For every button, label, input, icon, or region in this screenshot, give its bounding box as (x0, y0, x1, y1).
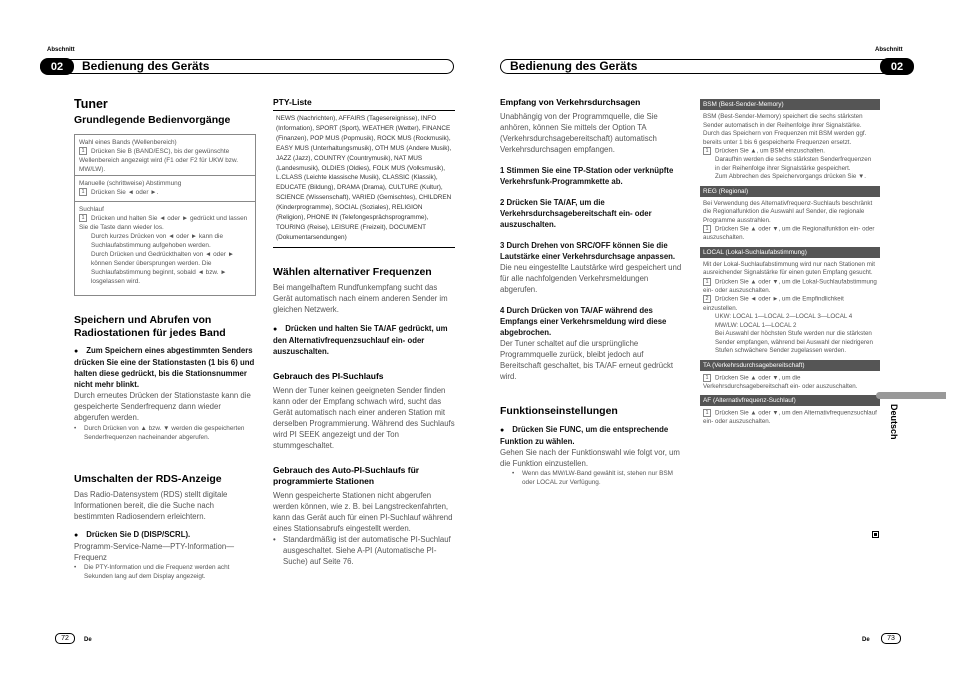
pi-seek-section (273, 371, 455, 451)
language-tab (876, 392, 946, 399)
function-table (700, 99, 880, 431)
step-number: 1 (79, 214, 87, 222)
function-settings-heading: Funktionseinstellungen (500, 405, 618, 417)
rds-sequence: Programm-Service-Name—PTY-Information—Frequenz (74, 542, 235, 562)
tuner-heading: Tuner (74, 97, 108, 111)
manual-tuning-text: Drücken Sie ◄ oder ►. (91, 189, 159, 196)
pty-heading: PTY-Liste (273, 97, 312, 107)
pi-seek-heading: Gebrauch des PI-Suchlaufs (273, 371, 384, 381)
traffic-body: Unabhängig von der Programmquelle, die Sie anhören, können Sie mittels der Option TA (Verkehrsdurchsagebereitschaft) automatisch Verkehrsdurchsagen empfangen. (500, 112, 658, 154)
traffic-step-3: 3 Durch Drehen von SRC/OFF können Sie die Lautstärke einer Verkehrsdurchsage anpassen. (500, 241, 676, 261)
pty-list-text: NEWS (Nachrichten), AFFAIRS (Tagesereignisse), INFO (Information), SPORT (Sport), WEATHER (Wetter), FINANCE (Finanzen), POP MUS (Popmusik), ROCK MUS (Rockmusik), EASY MUS (Unterhaltungsmusik), OTH MUS (Andere Musik), JAZZ (Jazz), COUNTRY (Countrymusik), NAT MUS (Landesmusik), OLDIES (Oldies), FOLK MUS (Volksmusik), L.CLASS (Leichte klassische Musik), CLASSIC (Klassik), EDUCATE (Bildung), DRAMA (Drama), CULTURE (Kultur), SCIENCE (Wissenschaft), VARIED (Gemischtes), CHILDREN (Kinderprogramme), SOCIAL (Soziales), RELIGION (Religion), PHONE IN (Telefongesprächsprogramme), TOURING (Reise), LEISURE (Freizeit), DOCUMENT (Dokumentarsendungen) (276, 115, 452, 241)
seek-text-1: Drücken und halten Sie ◄ oder ► gedrückt und lassen Sie die Taste dann wieder los. (79, 215, 248, 231)
local-desc: Mit der Lokal-Suchlaufabstimmung wird nur nach Stationen mit ausreichender Signalstärke für einen guten Empfang gesucht. (703, 260, 875, 277)
traffic-step-1: 1 Stimmen Sie eine TP-Station oder verknüpfte Verkehrsfunk-Programmkette ab. (500, 166, 674, 186)
reg-header: REG (Regional) (700, 186, 880, 197)
bsm-step-2: Daraufhin werden die sechs stärksten Senderfrequenzen in der Reihenfolge ihrer Signalstärke gespeichert. (715, 156, 872, 172)
language-code-right: De (862, 637, 870, 643)
rds-body: Das Radio-Datensystem (RDS) stellt digitale Informationen bereit, die die Suche nach bestimmten Radiosendern erleichtern. (74, 490, 228, 521)
auto-pi-note: • Standardmäßig ist der automatische PI-Suchlauf ausgeschaltet. Siehe A-PI (Automatische PI-Suche) auf Seite 76. (273, 534, 455, 567)
af-header: AF (Alternativfrequenz-Suchlauf) (700, 395, 880, 406)
section-label-right: Abschnitt (875, 47, 903, 53)
function-body: Gehen Sie nach der Funktionswahl wie folgt vor, um die Funktion einzustellen. (500, 448, 680, 468)
step-number: 1 (703, 225, 711, 233)
ta-header: TA (Verkehrsdurchsagebereitschaft) (700, 360, 880, 371)
function-instruction: ● Drücken Sie FUNC, um die entsprechende Funktion zu wählen. (500, 424, 682, 447)
local-step-2: Drücken Sie ◄ oder ►, um die Empfindlichkeit einzustellen. (703, 296, 844, 312)
seek-text-2: Durch kurzes Drücken von ◄ oder ► kann die Suchlaufabstimmung aufgehoben werden. (91, 233, 224, 249)
local-ukw: UKW: LOCAL 1—LOCAL 2—LOCAL 3—LOCAL 4 (715, 313, 853, 321)
section-label-left: Abschnitt (47, 47, 75, 53)
bsm-body (700, 110, 880, 186)
grundlegende-heading: Grundlegende Bedienvorgänge (74, 114, 231, 126)
rds-note: • Die PTY-Information und die Frequenz werden acht Sekunden lang auf dem Display angezeigt. (74, 563, 256, 581)
preset-section (74, 314, 256, 442)
preset-body: Durch erneutes Drücken der Stationstaste kann die gespeicherte Senderfrequenz dann wieder abgerufen werden. (74, 391, 251, 422)
local-mw: MW/LW: LOCAL 1—LOCAL 2 (715, 321, 797, 329)
rds-section (74, 473, 256, 581)
step-number: 1 (79, 188, 87, 196)
step-number: 2 (703, 295, 711, 303)
alt-freq-heading: Wählen alternativer Frequenzen (273, 266, 432, 278)
divider (273, 247, 455, 248)
af-body (700, 406, 880, 431)
auto-pi-body: Wenn gespeicherte Stationen nicht abgerufen werden können, wie z. B. bei Langstreckenfahrten, kann das Gerät auch für einen PI-Suchlauf während eines Stationsabrufs eingestellt werden. (273, 491, 453, 533)
page-number-left: 72 (55, 633, 75, 644)
preset-instruction: ● Zum Speichern eines abgestimmten Senders drücken Sie eine der Stationstasten (1 bis 6) und halten diese gedrückt, bis die Stationsnummer nicht mehr blinkt. (74, 345, 256, 390)
band-select-title: Wahl eines Bands (Wellenbereich) (79, 139, 177, 146)
divider (273, 110, 455, 111)
basic-operations-box (74, 134, 256, 296)
bsm-step-3: Zum Abbrechen des Speichervorgangs drücken Sie ▼. (715, 173, 866, 181)
ta-step: Drücken Sie ▲ oder ▼, um die Verkehrsdurchsagebereitschaft ein- oder auszuschalten. (703, 374, 858, 390)
step-number: 1 (703, 278, 711, 286)
function-settings-section (500, 405, 682, 487)
step-number: 1 (703, 374, 711, 382)
rds-heading: Umschalten der RDS-Anzeige (74, 473, 222, 485)
bsm-header: BSM (Best-Sender-Memory) (700, 99, 880, 110)
manual-tuning-title: Manuelle (schrittweise) Abstimmung (79, 180, 182, 187)
page-number-right: 73 (881, 633, 901, 644)
chapter-badge-left: 02 (40, 58, 74, 75)
bsm-desc-1: BSM (Best-Sender-Memory) speichert die sechs stärksten Sender automatisch in der Reihenfolge ihrer Signalstärke. (703, 113, 863, 129)
language-tab-label: Deutsch (889, 404, 899, 440)
bsm-step: Drücken Sie ▲, um BSM einzuschalten. (715, 147, 825, 155)
step-number: 1 (79, 147, 87, 155)
traffic-step-3-body: Die neu eingestellte Lautstärke wird gespeichert und für alle nachfolgenden Verkehrsmeldungen abgerufen. (500, 263, 682, 294)
preset-note: • Durch Drücken von ▲ bzw. ▼ werden die gespeicherten Senderfrequenzen nacheinander abgerufen. (74, 424, 256, 442)
function-note: • Wenn das MW/LW-Band gewählt ist, stehen nur BSM oder LOCAL zur Verfügung. (512, 469, 682, 487)
local-note: Bei Auswahl der höchsten Stufe werden nur die stärksten Sender empfangen, während bei Auswahl der niedrigeren Stufen schwächere Sender zugelassen werden. (715, 330, 873, 355)
band-select-text: Drücken Sie B (BAND/ESC), bis der gewünschte Wellenbereich angezeigt wird (F1 oder F2 für UKW bzw. MW/LW). (79, 148, 239, 173)
rds-instruction: ● Drücken Sie D (DISP/SCRL). (74, 529, 256, 541)
seek-text-3: Durch Drücken und Gedrückthalten von ◄ oder ► können Sender übersprungen werden. Die Suchlaufabstimmung beginnt, sobald ◄ bzw. ► losgelassen wird. (91, 251, 235, 285)
traffic-step-2: 2 Drücken Sie TA/AF, um die Verkehrsdurchsagebereitschaft ein- oder auszuschalten. (500, 198, 652, 229)
language-code-left: De (84, 637, 92, 643)
end-mark-icon (872, 531, 879, 538)
alt-freq-body: Bei mangelhaftem Rundfunkempfang sucht das Gerät automatisch nach einem anderen Sender im gleichen Netzwerk. (273, 283, 448, 314)
section-title-left: Bedienung des Geräts (82, 59, 210, 73)
alt-freq-instruction: ● Drücken und halten Sie TA/AF gedrückt, um den Alternativfrequenzsuchlauf ein- oder auszuschalten. (273, 323, 455, 357)
af-step: Drücken Sie ▲ oder ▼, um den Alternativfrequenzsuchlauf ein- oder auszuschalten. (703, 409, 877, 426)
bsm-desc-2: Durch das Speichern von Frequenzen mit BSM werden ggf. bereits unter 1 bis 6 gespeicherte Frequenzen ersetzt. (703, 130, 867, 146)
reg-desc: Bei Verwendung des Alternativfrequenz-Suchlaufs beschränkt die Regionalfunktion die Auswahl auf Sender, die regionale Programme ausstrahlen. (703, 199, 873, 224)
pty-section (273, 97, 455, 108)
alt-freq-section (273, 266, 455, 357)
reg-body (700, 197, 880, 247)
traffic-step-4-body: Der Tuner schaltet auf die ursprüngliche Programmquelle zurück, bleibt jedoch auf Bereitschaft geschaltet, bis TA/AF erneut gedrückt wird. (500, 339, 674, 381)
section-title-right: Bedienung des Geräts (510, 59, 638, 73)
traffic-step-4: 4 Durch Drücken von TA/AF während des Empfangs einer Verkehrsmeldung wird diese abgebrochen. (500, 306, 667, 337)
left-column (74, 97, 256, 127)
seek-title: Suchlauf (79, 206, 104, 213)
local-step-1: Drücken Sie ▲ oder ▼, um die Lokal-Suchlaufabstimmung ein- oder auszuschalten. (703, 278, 877, 294)
pi-seek-body: Wenn der Tuner keinen geeigneten Sender finden kann oder der Empfang schwach wird, sucht das Gerät automatisch nach einer anderen Station mit derselben Programmierung. Während des Suchlaufs wird PI SEEK angezeigt und der Ton stummgeschaltet. (273, 386, 455, 450)
step-number: 1 (703, 147, 711, 155)
auto-pi-heading: Gebrauch des Auto-PI-Suchlaufs für programmierte Stationen (273, 465, 420, 486)
chapter-badge-right: 02 (880, 58, 914, 75)
step-number: 1 (703, 409, 711, 417)
traffic-heading: Empfang von Verkehrsdurchsagen (500, 97, 641, 107)
reg-step: Drücken Sie ▲ oder ▼, um die Regionalfunktion ein- oder auszuschalten. (703, 225, 875, 242)
preset-heading: Speichern und Abrufen von Radiostationen für jedes Band (74, 314, 226, 339)
local-body (700, 258, 880, 360)
ta-body (700, 371, 880, 396)
auto-pi-section (273, 465, 455, 567)
local-header: LOCAL (Lokal-Suchlaufabstimmung) (700, 247, 880, 258)
traffic-section (500, 97, 682, 382)
